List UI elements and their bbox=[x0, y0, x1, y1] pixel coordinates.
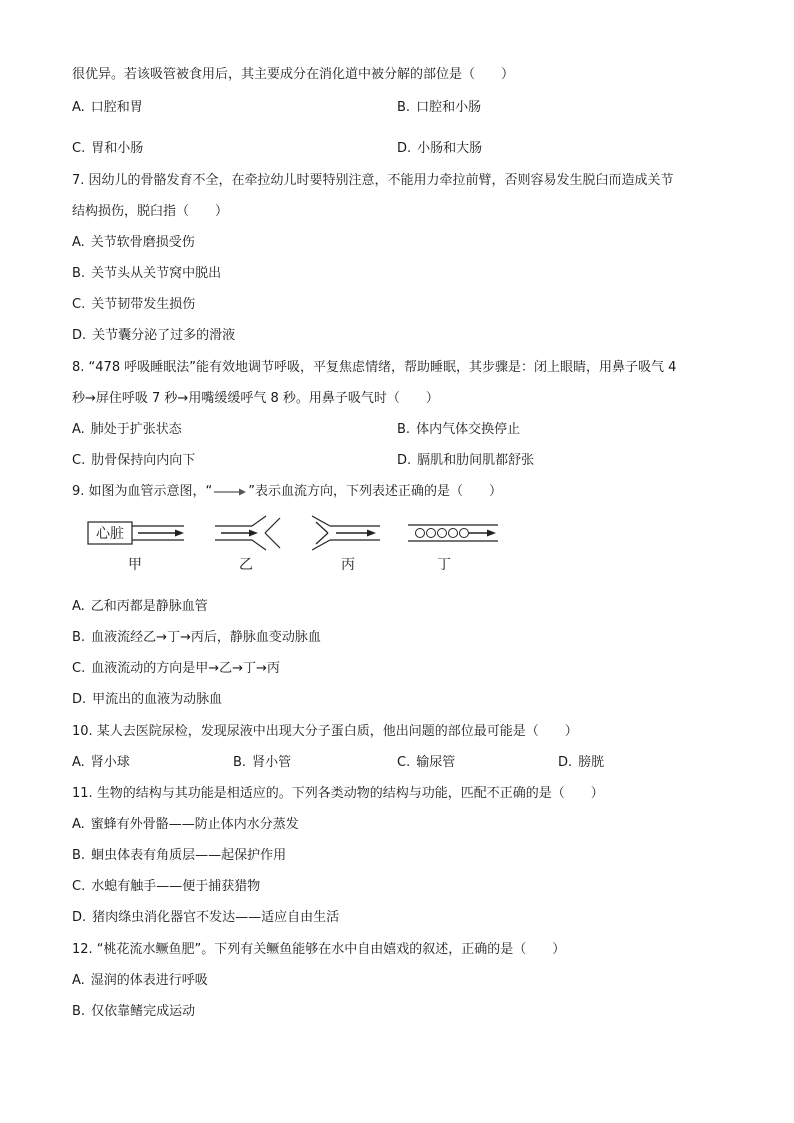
flow-arrow-icon bbox=[213, 487, 247, 497]
option-text: 仅依靠鳍完成运动 bbox=[91, 1004, 196, 1019]
q8-stem-line1: 8. “478 呼吸睡眠法”能有效地调节呼吸，平复焦虑情绪，帮助睡眠，其步骤是：闭上眼睛，用鼻子吸气 4 bbox=[72, 360, 677, 375]
q7-stem-line1: 7. 因幼儿的骨骼发育不全，在牵拉幼儿时要特别注意，不能用力牵拉前臂，否则容易发生脱臼而造成关节 bbox=[72, 173, 674, 188]
q7-option-b bbox=[72, 265, 221, 283]
option-text: 猪肉绦虫消化器官不发达——适应自由生活 bbox=[92, 910, 340, 925]
option-text: 输尿管 bbox=[416, 755, 456, 770]
q11-option-a bbox=[72, 816, 299, 834]
option-letter: A. bbox=[72, 817, 85, 832]
q9-stem bbox=[72, 483, 502, 501]
option-text: 关节软骨磨损受伤 bbox=[90, 235, 195, 250]
option-letter: B. bbox=[397, 100, 411, 115]
q9-option-a bbox=[72, 598, 208, 616]
option-text: 关节囊分泌了过多的滑液 bbox=[92, 328, 236, 343]
q6-option-d bbox=[397, 140, 482, 158]
option-letter: A. bbox=[72, 755, 85, 770]
q8-stem-line2: 秒→屏住呼吸 7 秒→用嘴缓缓呼气 8 秒。用鼻子吸气时（ ） bbox=[72, 391, 439, 406]
option-letter: B. bbox=[72, 630, 86, 645]
diagram-label-ding: 丁 bbox=[437, 557, 451, 573]
vessel-ding bbox=[408, 525, 498, 541]
option-letter: A. bbox=[72, 422, 85, 437]
q10-option-c bbox=[397, 754, 455, 772]
option-text: 关节头从关节窝中脱出 bbox=[91, 266, 222, 281]
option-text: 口腔和小肠 bbox=[416, 100, 482, 115]
q9-option-c bbox=[72, 660, 280, 678]
option-letter: C. bbox=[72, 453, 86, 468]
option-letter: C. bbox=[72, 297, 86, 312]
option-letter: A. bbox=[72, 235, 85, 250]
diagram-label-bing: 丙 bbox=[341, 557, 355, 573]
option-text: 血液流经乙→丁→丙后，静脉血变动脉血 bbox=[91, 630, 321, 645]
q10-option-a bbox=[72, 754, 130, 772]
q10-option-b bbox=[233, 754, 291, 772]
q9-option-d bbox=[72, 691, 222, 709]
option-letter: D. bbox=[72, 692, 87, 707]
blood-vessel-diagram bbox=[86, 512, 506, 552]
q9-stem-after: ”表示血流方向，下列表述正确的是（ ） bbox=[248, 484, 503, 499]
q11-option-b bbox=[72, 847, 286, 865]
option-letter: D. bbox=[72, 328, 87, 343]
q8-option-c bbox=[72, 452, 195, 470]
q6-option-b bbox=[397, 99, 481, 117]
q7-option-d bbox=[72, 327, 235, 345]
option-letter: D. bbox=[72, 910, 87, 925]
option-text: 小肠和大肠 bbox=[417, 141, 483, 156]
q8-option-b bbox=[397, 421, 520, 439]
option-text: 肋骨保持向内向下 bbox=[91, 453, 196, 468]
option-letter: A. bbox=[72, 100, 85, 115]
option-text: 膀胱 bbox=[578, 755, 605, 770]
q6-option-c bbox=[72, 140, 143, 158]
option-text: 蛔虫体表有角质层——起保护作用 bbox=[91, 848, 287, 863]
q10-stem: 10. 某人去医院尿检，发现尿液中出现大分子蛋白质，他出问题的部位最可能是（ ） bbox=[72, 724, 578, 739]
option-text: 水螅有触手——便于捕获猎物 bbox=[91, 879, 261, 894]
q7-stem-line2: 结构损伤，脱臼指（ ） bbox=[72, 204, 229, 219]
option-letter: C. bbox=[72, 661, 86, 676]
option-text: 甲流出的血液为动脉血 bbox=[92, 692, 223, 707]
diagram-label-yi: 乙 bbox=[239, 557, 253, 573]
option-letter: B. bbox=[72, 266, 86, 281]
option-letter: B. bbox=[72, 1004, 86, 1019]
q6-option-a bbox=[72, 99, 143, 117]
q6-stem: 很优异。若该吸管被食用后，其主要成分在消化道中被分解的部位是（ ） bbox=[72, 67, 515, 82]
vessel-yi bbox=[215, 516, 280, 550]
q12-option-b bbox=[72, 1003, 195, 1021]
option-text: 肺处于扩张状态 bbox=[90, 422, 182, 437]
heart-label: 心脏 bbox=[96, 526, 124, 542]
q12-option-a bbox=[72, 972, 208, 990]
vessel-jia bbox=[88, 522, 184, 544]
option-text: 口腔和胃 bbox=[90, 100, 143, 115]
option-letter: A. bbox=[72, 973, 85, 988]
q11-stem: 11. 生物的结构与其功能是相适应的。下列各类动物的结构与功能，匹配不正确的是（ ） bbox=[72, 786, 604, 801]
option-text: 蜜蜂有外骨骼——防止体内水分蒸发 bbox=[90, 817, 299, 832]
option-letter: D. bbox=[558, 755, 573, 770]
option-letter: C. bbox=[72, 879, 86, 894]
q11-option-d bbox=[72, 909, 339, 927]
q8-option-a bbox=[72, 421, 182, 439]
q9-option-b bbox=[72, 629, 321, 647]
option-text: 关节韧带发生损伤 bbox=[91, 297, 196, 312]
option-text: 湿润的体表进行呼吸 bbox=[90, 973, 208, 988]
option-letter: B. bbox=[72, 848, 86, 863]
q10-option-d bbox=[558, 754, 604, 772]
option-letter: D. bbox=[397, 141, 412, 156]
option-text: 肾小球 bbox=[90, 755, 130, 770]
vessel-bing bbox=[312, 516, 380, 550]
q7-option-c bbox=[72, 296, 195, 314]
option-text: 体内气体交换停止 bbox=[416, 422, 521, 437]
option-letter: B. bbox=[233, 755, 247, 770]
option-text: 膈肌和肋间肌都舒张 bbox=[417, 453, 535, 468]
option-text: 胃和小肠 bbox=[91, 141, 144, 156]
option-letter: B. bbox=[397, 422, 411, 437]
option-letter: D. bbox=[397, 453, 412, 468]
q8-option-d bbox=[397, 452, 534, 470]
option-text: 血液流动的方向是甲→乙→丁→丙 bbox=[91, 661, 280, 676]
option-letter: A. bbox=[72, 599, 85, 614]
option-letter: C. bbox=[397, 755, 411, 770]
option-text: 肾小管 bbox=[252, 755, 292, 770]
q9-stem-before: 9. 如图为血管示意图，“ bbox=[72, 484, 213, 499]
diagram-label-jia: 甲 bbox=[128, 557, 142, 573]
q11-option-c bbox=[72, 878, 260, 896]
option-text: 乙和丙都是静脉血管 bbox=[90, 599, 208, 614]
option-letter: C. bbox=[72, 141, 86, 156]
q12-stem: 12. “桃花流水鳜鱼肥”。下列有关鳜鱼能够在水中自由嬉戏的叙述，正确的是（ ） bbox=[72, 942, 566, 957]
q7-option-a bbox=[72, 234, 195, 252]
